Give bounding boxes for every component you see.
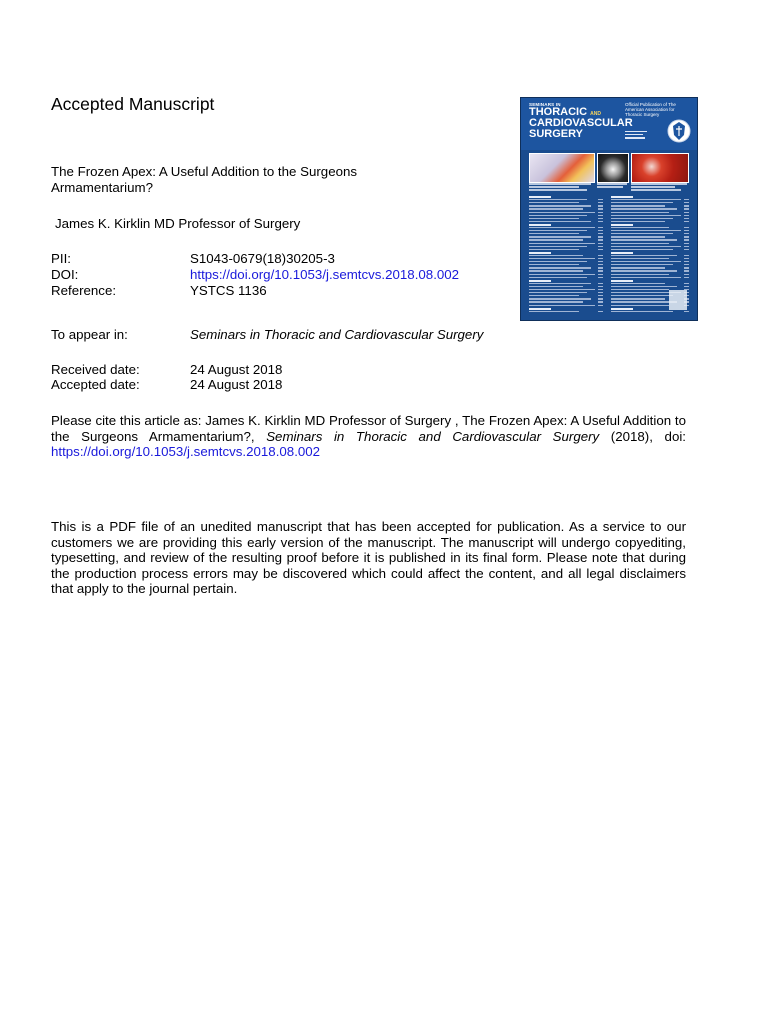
cover-toc-section-heading — [611, 252, 633, 254]
cover-toc-page-number — [684, 286, 689, 287]
pii-label: PII: — [51, 251, 71, 266]
cover-toc-line — [611, 301, 677, 302]
cover-toc-page-number — [684, 230, 689, 231]
cover-toc-line — [611, 208, 677, 209]
cover-toc-line — [529, 218, 579, 219]
cover-toc-line — [611, 298, 665, 299]
cover-toc-section-heading — [611, 224, 633, 226]
cover-toc-page-number — [598, 208, 603, 209]
cover-toc-section-heading — [529, 196, 551, 198]
cover-toc-line — [529, 249, 579, 250]
cover-toc-section-heading — [529, 252, 551, 254]
cover-toc-line — [611, 202, 673, 203]
cover-toc-page-number — [684, 208, 689, 209]
cover-toc-page-number — [598, 267, 603, 268]
cover-toc-page-number — [598, 199, 603, 200]
reference-value: YSTCS 1136 — [190, 283, 267, 298]
cover-toc-line — [611, 246, 681, 247]
cover-toc-line — [529, 202, 579, 203]
citation-doi-link[interactable]: https://doi.org/10.1053/j.semtcvs.2018.08.002 — [51, 444, 321, 459]
cover-toc-line — [529, 239, 583, 240]
cover-toc-line — [611, 286, 677, 287]
cover-toc-line — [611, 233, 673, 234]
cover-toc-line — [611, 221, 665, 222]
cover-toc-page-number — [684, 212, 689, 213]
cover-toc-line — [611, 230, 681, 231]
cover-official-publication: Official Publication of The American Association for Thoracic Surgery — [625, 102, 676, 118]
cover-toc-page-number — [684, 233, 689, 234]
cover-toc-page-number — [598, 298, 603, 299]
cover-toc-line — [611, 212, 669, 213]
cover-toc-page-number — [684, 221, 689, 222]
cover-toc-page-number — [684, 227, 689, 228]
cover-image-scan — [597, 153, 629, 183]
citation-prefix: Please cite this article as: James K. Kirklin MD Professor of Surgery , The Frozen Apex: A Useful Addition to the Surgeons Armamentarium?, — [51, 413, 686, 444]
cover-toc-section-heading — [611, 196, 633, 198]
cover-toc-page-number — [598, 218, 603, 219]
cover-toc-line — [529, 246, 587, 247]
cover-toc-line — [529, 298, 591, 299]
cover-toc-page-number — [598, 249, 603, 250]
cover-image-captions — [529, 183, 689, 193]
cover-toc-page-number — [598, 212, 603, 213]
cover-toc-page-number — [684, 236, 689, 237]
cover-and-word: AND — [590, 111, 601, 117]
cover-toc-page-number — [684, 243, 689, 244]
cover-toc-page-number — [684, 218, 689, 219]
cover-toc-line — [529, 305, 595, 306]
article-author: James K. Kirklin MD Professor of Surgery — [55, 216, 301, 231]
received-date-label: Received date: — [51, 362, 140, 377]
cover-toc-line — [611, 239, 677, 240]
cover-toc-page-number — [598, 215, 603, 216]
cover-toc-page-number — [598, 311, 603, 312]
cover-toc-page-number — [684, 199, 689, 200]
cover-toc-line — [529, 236, 591, 237]
cover-toc-page-number — [598, 255, 603, 256]
cover-toc-line — [611, 305, 669, 306]
cover-toc-section-heading — [529, 280, 551, 282]
cover-toc-page-number — [598, 230, 603, 231]
accepted-date-label: Accepted date: — [51, 377, 140, 392]
cover-toc-line — [529, 243, 595, 244]
cover-toc-line — [611, 236, 665, 237]
cover-toc-line — [611, 270, 677, 271]
cover-table-of-contents — [529, 196, 689, 314]
cover-toc-section-heading — [611, 308, 633, 310]
cover-toc-line — [611, 274, 669, 275]
cover-toc-page-number — [598, 205, 603, 206]
cover-volume-info — [625, 130, 655, 139]
cover-toc-line — [529, 292, 587, 293]
cover-toc-line — [611, 205, 665, 206]
cover-images — [529, 153, 689, 181]
cover-toc-page-number — [598, 292, 603, 293]
cover-toc-page-number — [598, 221, 603, 222]
cover-toc-page-number — [598, 295, 603, 296]
cover-toc-line — [529, 199, 587, 200]
cover-toc-page-number — [598, 277, 603, 278]
cover-toc-page-number — [684, 239, 689, 240]
cover-toc-page-number — [598, 289, 603, 290]
cover-toc-line — [529, 227, 595, 228]
cover-toc-line — [529, 270, 583, 271]
cover-thoracic-word: THORACIC — [529, 106, 588, 118]
cover-toc-line — [611, 277, 681, 278]
cover-toc-page-number — [598, 202, 603, 203]
journal-cover-image — [520, 97, 698, 321]
citation-year: (2018), doi: — [599, 428, 686, 444]
cover-image-surgery — [631, 153, 689, 183]
page-heading: Accepted Manuscript — [51, 94, 215, 114]
received-date-value: 24 August 2018 — [190, 362, 283, 377]
cover-toc-line — [529, 212, 595, 213]
cover-toc-line — [611, 267, 665, 268]
cover-publisher-logo — [669, 290, 687, 310]
cover-toc-page-number — [684, 205, 689, 206]
cover-toc-page-number — [598, 274, 603, 275]
cover-toc-page-number — [598, 286, 603, 287]
cover-toc-line — [611, 249, 673, 250]
cover-toc-line — [529, 289, 595, 290]
cover-toc-page-number — [598, 246, 603, 247]
cover-toc-page-number — [684, 283, 689, 284]
cover-toc-line — [529, 301, 583, 302]
disclaimer-paragraph: This is a PDF file of an unedited manuscript that has been accepted for publication. As a service to our customers we are providing this early version of the manuscript. The manuscript will undergo copyediting, typesetting, and review of the resulting proof before it is published in its final form. Please note that during the production process errors may be discovered which could affect the content, and all legal disclaimers that apply to the journal pertain. — [51, 519, 686, 596]
doi-link[interactable]: https://doi.org/10.1053/j.semtcvs.2018.08.002 — [190, 267, 460, 282]
cover-image-heart-model — [529, 153, 595, 183]
cover-toc-line — [529, 258, 595, 259]
cover-toc-line — [611, 289, 669, 290]
cover-toc-page-number — [598, 236, 603, 237]
to-appear-label: To appear in: — [51, 327, 128, 342]
cover-toc-page-number — [684, 277, 689, 278]
cover-toc-page-number — [684, 215, 689, 216]
cover-toc-line — [529, 255, 583, 256]
cover-toc-page-number — [684, 264, 689, 265]
cover-toc-line — [611, 255, 677, 256]
cover-toc-section-heading — [529, 308, 551, 310]
cover-toc-line — [529, 286, 583, 287]
cover-toc-page-number — [598, 283, 603, 284]
cover-toc-line — [611, 311, 673, 312]
cover-toc-page-number — [598, 239, 603, 240]
cover-toc-page-number — [684, 270, 689, 271]
cover-toc-page-number — [598, 270, 603, 271]
cover-toc-page-number — [598, 227, 603, 228]
cover-toc-line — [529, 205, 591, 206]
citation-journal: Seminars in Thoracic and Cardiovascular Surgery — [266, 428, 600, 444]
cover-seminars-label: SEMINARS IN — [529, 102, 561, 107]
cover-cardiovascular-label: CARDIOVASCULAR — [529, 117, 633, 129]
cover-toc-page-number — [598, 243, 603, 244]
cover-toc-page-number — [684, 202, 689, 203]
cover-toc-line — [529, 230, 587, 231]
cover-toc-page-number — [598, 258, 603, 259]
cover-toc-line — [529, 283, 591, 284]
cover-toc-page-number — [684, 249, 689, 250]
cover-toc-line — [529, 311, 579, 312]
cover-toc-line — [611, 264, 673, 265]
cover-toc-page-number — [684, 311, 689, 312]
reference-label: Reference: — [51, 283, 117, 298]
doi-label: DOI: — [51, 267, 79, 282]
cover-surgery-label: SURGERY — [529, 128, 583, 140]
cover-toc-line — [529, 295, 579, 296]
cover-toc-line — [529, 233, 579, 234]
cover-toc-page-number — [598, 261, 603, 262]
cover-toc-line — [611, 261, 681, 262]
cover-toc-page-number — [684, 258, 689, 259]
cover-toc-page-number — [684, 255, 689, 256]
cover-toc-page-number — [684, 261, 689, 262]
cover-toc-page-number — [684, 267, 689, 268]
cover-emblem-icon — [667, 118, 691, 144]
cover-toc-line — [611, 243, 669, 244]
cover-toc-page-number — [598, 264, 603, 265]
cover-toc-line — [529, 277, 587, 278]
accepted-date-value: 24 August 2018 — [190, 377, 283, 392]
cover-toc-line — [611, 218, 673, 219]
cover-toc-line — [611, 258, 669, 259]
cover-toc-line — [529, 264, 579, 265]
cover-toc-line — [529, 208, 583, 209]
cover-toc-line — [529, 261, 587, 262]
cover-toc-page-number — [598, 305, 603, 306]
cover-toc-page-number — [598, 301, 603, 302]
cover-toc-page-number — [684, 246, 689, 247]
cover-toc-line — [611, 199, 681, 200]
article-title: The Frozen Apex: A Useful Addition to the Surgeons Armamentarium? — [51, 164, 358, 195]
cover-toc-line — [611, 215, 681, 216]
cover-toc-line — [529, 274, 595, 275]
cover-toc-page-number — [598, 233, 603, 234]
cover-toc-line — [529, 215, 587, 216]
cover-toc-line — [529, 267, 591, 268]
cover-toc-line — [611, 227, 669, 228]
cover-toc-page-number — [684, 274, 689, 275]
pii-value: S1043-0679(18)30205-3 — [190, 251, 335, 266]
cover-toc-line — [611, 283, 665, 284]
citation-paragraph — [51, 413, 686, 460]
journal-name: Seminars in Thoracic and Cardiovascular Surgery — [190, 327, 484, 342]
cover-toc-section-heading — [611, 280, 633, 282]
cover-toc-line — [611, 295, 673, 296]
cover-toc-section-heading — [529, 224, 551, 226]
cover-toc-line — [529, 221, 591, 222]
